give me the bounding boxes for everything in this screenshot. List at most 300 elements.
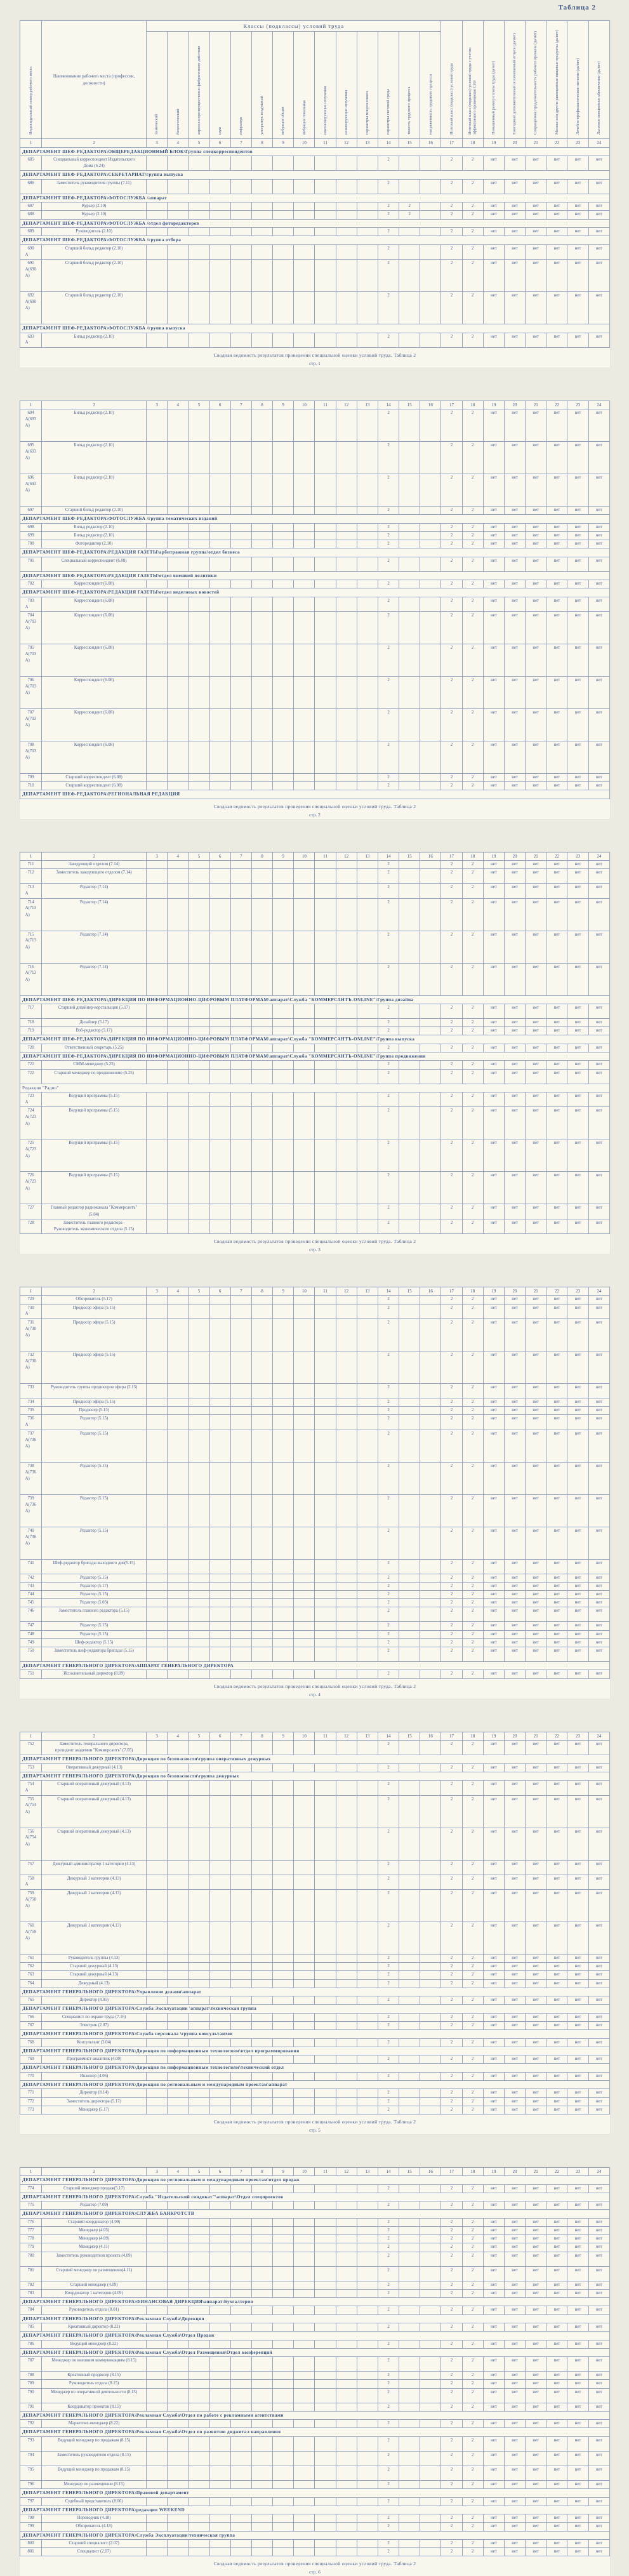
class-value-cell <box>209 2106 230 2114</box>
class-value-cell <box>147 963 168 995</box>
class-value-cell <box>315 1139 336 1172</box>
class-value-cell <box>399 474 420 507</box>
class-value-cell: нет <box>567 1304 588 1318</box>
class-value-cell: 2 <box>441 1963 462 1971</box>
class-value-cell <box>336 1996 357 2005</box>
class-value-cell <box>230 1599 251 1607</box>
class-value-cell: 2 <box>441 1027 462 1035</box>
class-value-cell <box>230 333 251 347</box>
class-value-cell <box>294 2184 315 2193</box>
workplace-name: Ведущий менеджер по продажам (8.15) <box>58 2467 131 2472</box>
class-value-cell <box>273 2548 294 2556</box>
class-value-cell: нет <box>483 774 504 782</box>
table-row <box>20 597 610 611</box>
class-value-cell <box>230 741 251 774</box>
class-value-cell: нет <box>567 1622 588 1630</box>
row-id-cell <box>20 1204 42 1219</box>
table-row <box>20 2184 610 2193</box>
table-row <box>20 2323 610 2332</box>
class-value-cell <box>315 1383 336 1398</box>
class-value-cell <box>420 884 441 898</box>
class-value-cell: нет <box>504 523 525 531</box>
factor-column-header-label: биологический <box>175 109 180 135</box>
row-name-cell <box>42 884 147 898</box>
class-value-cell <box>189 474 209 507</box>
workplace-name: Редактор (5.15) <box>80 1431 109 1436</box>
column-number-cell: 13 <box>357 401 378 409</box>
class-value-cell: 2 <box>378 409 399 442</box>
column-number-cell: 18 <box>462 852 483 860</box>
section-label: ДЕПАРТАМЕНТ ГЕНЕРАЛЬНОГО ДИРЕКТОРА\Правовой департамент <box>20 2489 610 2497</box>
class-value-cell <box>230 1638 251 1647</box>
class-value-cell <box>251 507 272 515</box>
class-value-cell: нет <box>546 1318 567 1351</box>
table-row <box>20 474 610 507</box>
class-value-cell: нет <box>567 1670 588 1678</box>
class-value-cell <box>209 179 230 194</box>
class-value-cell: нет <box>546 474 567 507</box>
class-value-cell <box>420 1296 441 1304</box>
class-value-cell <box>273 782 294 790</box>
row-number: 742 <box>27 1575 34 1580</box>
row-name-cell <box>42 612 147 644</box>
class-value-cell <box>209 442 230 474</box>
row-number-suffix: А(713А) <box>25 971 36 982</box>
class-value-cell <box>230 2281 251 2289</box>
class-value-cell <box>315 2055 336 2064</box>
class-value-cell <box>168 2227 189 2235</box>
class-value-cell <box>399 2323 420 2332</box>
class-value-cell <box>399 442 420 474</box>
class-value-cell <box>209 1559 230 1574</box>
row-number: 699 <box>27 533 34 538</box>
class-value-cell <box>315 2380 336 2388</box>
row-id-cell <box>20 228 42 236</box>
class-value-cell <box>294 2372 315 2380</box>
class-value-cell: нет <box>504 228 525 236</box>
class-value-cell <box>336 1462 357 1494</box>
class-value-cell: 2 <box>441 782 462 790</box>
row-name-cell <box>42 2357 147 2372</box>
class-value-cell: нет <box>588 1795 609 1828</box>
class-value-cell <box>147 1740 168 1755</box>
class-value-cell <box>294 2243 315 2252</box>
page-number-label: стр. 1 <box>309 360 321 366</box>
class-value-cell: нет <box>526 1622 546 1630</box>
workplace-name: Бильд редактор (2.10) <box>74 533 114 538</box>
class-value-cell <box>209 2451 230 2466</box>
column-number-cell: 20 <box>504 139 525 147</box>
class-value-cell <box>168 2466 189 2480</box>
class-value-cell: 2 <box>441 2218 462 2226</box>
class-value-cell: нет <box>483 963 504 995</box>
class-value-cell: нет <box>483 2523 504 2531</box>
class-value-cell <box>294 1296 315 1304</box>
class-value-cell <box>294 1828 315 1860</box>
class-value-cell <box>315 1781 336 1795</box>
class-value-cell: нет <box>588 1398 609 1406</box>
section-label: ДЕПАРТАМЕНТ ГЕНЕРАЛЬНОГО ДИРЕКТОРА\Рекламная Служба\Отдел Размещения\Отдел конференций <box>20 2348 610 2356</box>
class-value-cell <box>315 1622 336 1630</box>
class-value-cell <box>273 1296 294 1304</box>
class-value-cell <box>230 1219 251 1233</box>
class-value-cell <box>273 2289 294 2297</box>
class-value-cell: 2 <box>462 2055 483 2064</box>
class-value-cell: нет <box>483 1139 504 1172</box>
class-value-cell <box>209 2403 230 2411</box>
class-value-cell <box>230 1996 251 2005</box>
class-value-cell: нет <box>504 2357 525 2372</box>
class-value-cell: нет <box>483 2218 504 2226</box>
row-number: 786 <box>27 2341 34 2346</box>
class-value-cell <box>147 741 168 774</box>
class-value-cell: нет <box>504 1527 525 1559</box>
class-value-cell <box>273 2252 294 2266</box>
class-value-cell: нет <box>526 292 546 324</box>
row-number-suffix: А(758А) <box>25 1897 36 1909</box>
row-number: 726 <box>27 1173 34 1178</box>
class-value-cell <box>230 1304 251 1318</box>
column-number-cell: 6 <box>209 401 230 409</box>
class-value-cell: нет <box>526 1092 546 1107</box>
class-value-cell <box>147 211 168 219</box>
class-value-cell <box>189 2072 209 2080</box>
workplace-name: Редактор (5.17) <box>80 1583 109 1588</box>
class-value-cell <box>189 1494 209 1527</box>
class-value-cell <box>147 1296 168 1304</box>
row-id-cell <box>20 1574 42 1582</box>
class-value-cell: нет <box>588 1407 609 1415</box>
class-value-cell: нет <box>546 1027 567 1035</box>
class-value-cell <box>315 540 336 548</box>
class-value-cell <box>251 333 272 347</box>
column-number-cell: 15 <box>399 852 420 860</box>
class-value-cell: нет <box>588 774 609 782</box>
class-value-cell <box>336 931 357 963</box>
result-column-header-label: Повышенный размер оплаты труда (да/нет) <box>491 60 496 135</box>
page-number-label: стр. 4 <box>309 1691 321 1697</box>
row-id-cell <box>20 1630 42 1638</box>
class-value-cell <box>294 1304 315 1318</box>
workplace-name: Корреспондент (6.08) <box>74 710 114 715</box>
table-row <box>20 2306 610 2314</box>
section-row <box>20 2064 610 2072</box>
class-value-cell: нет <box>588 1304 609 1318</box>
class-value-cell: нет <box>546 869 567 884</box>
row-name-cell <box>42 1004 147 1019</box>
class-value-cell <box>294 2106 315 2114</box>
row-id-cell <box>20 2323 42 2332</box>
row-id-cell <box>20 557 42 571</box>
class-value-cell: нет <box>546 2106 567 2114</box>
class-value-cell: 2 <box>441 1462 462 1494</box>
class-value-cell <box>168 2497 189 2506</box>
class-value-cell <box>294 1954 315 1962</box>
row-name-cell <box>42 2380 147 2388</box>
class-value-cell <box>336 2480 357 2488</box>
row-number: 686 <box>27 180 34 185</box>
class-value-cell: нет <box>504 709 525 741</box>
class-value-cell <box>273 1019 294 1027</box>
class-value-cell: нет <box>546 179 567 194</box>
class-value-cell: 2 <box>462 1591 483 1599</box>
class-value-cell <box>336 2281 357 2289</box>
class-value-cell <box>168 1971 189 1979</box>
workplace-name: Маркетинг-менеджер (8.22) <box>68 2421 120 2426</box>
class-value-cell <box>399 709 420 741</box>
class-value-cell <box>251 557 272 571</box>
class-value-cell <box>399 677 420 709</box>
column-number-cell: 1 <box>20 139 42 147</box>
class-value-cell: нет <box>588 1763 609 1772</box>
class-value-cell <box>230 2243 251 2252</box>
class-value-cell <box>399 1795 420 1828</box>
workplace-name: Руководитель группы (4.13) <box>68 1955 120 1960</box>
class-value-cell <box>147 1559 168 1574</box>
class-value-cell: нет <box>546 1092 567 1107</box>
class-value-cell <box>273 741 294 774</box>
class-value-cell: нет <box>526 1462 546 1494</box>
class-value-cell <box>251 1092 272 1107</box>
class-value-cell <box>189 2357 209 2372</box>
class-value-cell <box>399 1607 420 1622</box>
class-value-cell <box>209 1061 230 1069</box>
column-number-cell: 14 <box>378 139 399 147</box>
class-value-cell <box>189 2227 209 2235</box>
class-value-cell: нет <box>546 2340 567 2348</box>
class-value-cell: 2 <box>441 2420 462 2428</box>
class-value-cell: 2 <box>462 1219 483 1233</box>
class-value-cell <box>294 1415 315 1430</box>
workplace-name: Редактор (7.14) <box>80 964 109 969</box>
class-value-cell <box>315 1061 336 1069</box>
class-value-cell: нет <box>546 1996 567 2005</box>
class-value-cell <box>294 1763 315 1772</box>
table-row <box>20 1963 610 1971</box>
class-value-cell <box>357 931 378 963</box>
class-value-cell <box>273 244 294 259</box>
class-value-cell: нет <box>504 2089 525 2097</box>
class-value-cell: нет <box>546 2021 567 2029</box>
class-value-cell: нет <box>483 884 504 898</box>
class-value-cell: нет <box>546 1860 567 1875</box>
class-value-cell <box>336 612 357 644</box>
class-value-cell: нет <box>504 1004 525 1019</box>
class-value-cell <box>209 677 230 709</box>
class-value-cell <box>294 597 315 611</box>
class-value-cell <box>147 1407 168 1415</box>
class-value-cell: нет <box>483 1954 504 1962</box>
class-value-cell: 2 <box>462 1204 483 1219</box>
class-value-cell <box>147 474 168 507</box>
class-value-cell <box>168 474 189 507</box>
row-number: 732 <box>27 1352 34 1357</box>
class-value-cell: нет <box>504 741 525 774</box>
class-value-cell <box>189 333 209 347</box>
class-value-cell <box>230 540 251 548</box>
class-value-cell <box>168 1574 189 1582</box>
class-value-cell <box>168 2055 189 2064</box>
result-column-header <box>441 21 462 139</box>
row-number-suffix: А(693А) <box>25 481 36 493</box>
class-value-cell: 2 <box>462 2380 483 2388</box>
class-value-cell: нет <box>567 531 588 540</box>
class-value-cell <box>168 1304 189 1318</box>
class-value-cell <box>399 292 420 324</box>
class-value-cell: нет <box>567 442 588 474</box>
row-name-cell <box>42 2436 147 2451</box>
row-name-cell <box>42 244 147 259</box>
class-value-cell: нет <box>588 1979 609 1988</box>
class-value-cell: 2 <box>462 1494 483 1527</box>
class-value-cell <box>251 741 272 774</box>
class-value-cell <box>294 1092 315 1107</box>
row-name-cell <box>42 2420 147 2428</box>
class-value-cell <box>230 2548 251 2556</box>
class-value-cell <box>147 1630 168 1638</box>
class-value-cell: нет <box>567 1781 588 1795</box>
class-value-cell <box>209 474 230 507</box>
class-value-cell <box>273 1004 294 1019</box>
class-value-cell <box>315 2021 336 2029</box>
workplace-name: Заместитель генерального директора, президент академии "Коммерсантъ" (7.05) <box>55 1741 133 1753</box>
class-value-cell <box>357 644 378 677</box>
class-value-cell <box>357 1069 378 1084</box>
row-name-cell <box>42 474 147 507</box>
class-value-cell: 2 <box>378 1061 399 1069</box>
page-footer-caption: Сводная ведомость результатов проведения специальной оценки условий труда. Таблица 2 <box>213 2561 416 2567</box>
class-value-cell: нет <box>567 2038 588 2047</box>
workplace-name: Специальный корреспондент (6.08) <box>61 558 127 563</box>
class-value-cell <box>230 1027 251 1035</box>
column-number-cell: 14 <box>378 852 399 860</box>
row-name-cell <box>42 2021 147 2029</box>
row-name-cell <box>42 1430 147 1462</box>
class-value-cell <box>336 2243 357 2252</box>
class-value-cell <box>315 580 336 588</box>
class-value-cell <box>273 2436 294 2451</box>
page-footer-caption: Сводная ведомость результатов проведения специальной оценки условий труда. Таблица 2 <box>213 352 416 358</box>
class-value-cell <box>315 244 336 259</box>
table-row <box>20 2420 610 2428</box>
summary-table <box>20 1732 610 2115</box>
class-value-cell: 2 <box>462 1019 483 1027</box>
class-value-cell <box>147 898 168 931</box>
class-value-cell: нет <box>526 474 546 507</box>
section-row <box>20 2176 610 2184</box>
row-number: 728 <box>27 1220 34 1225</box>
class-value-cell <box>294 709 315 741</box>
class-value-cell: нет <box>546 2372 567 2380</box>
row-number: 685 <box>27 157 34 162</box>
class-value-cell <box>251 1430 272 1462</box>
class-value-cell <box>230 292 251 324</box>
class-value-cell: 2 <box>441 1430 462 1462</box>
row-number-suffix: А <box>25 252 29 257</box>
class-value-cell: нет <box>588 409 609 442</box>
class-value-cell <box>209 2243 230 2252</box>
class-value-cell: 2 <box>378 1630 399 1638</box>
class-value-cell <box>336 1430 357 1462</box>
column-number-cell: 6 <box>209 139 230 147</box>
class-value-cell <box>230 1004 251 1019</box>
row-id-cell <box>20 884 42 898</box>
table-row <box>20 2388 610 2403</box>
class-value-cell: нет <box>546 2403 567 2411</box>
class-value-cell: нет <box>567 1638 588 1647</box>
class-value-cell <box>420 677 441 709</box>
class-value-cell <box>251 2388 272 2403</box>
class-value-cell <box>168 2201 189 2210</box>
row-number: 740 <box>27 1528 34 1533</box>
class-value-cell <box>209 2436 230 2451</box>
class-value-cell: нет <box>483 2357 504 2372</box>
class-value-cell: нет <box>567 1407 588 1415</box>
class-value-cell: нет <box>588 1107 609 1139</box>
class-value-cell: 2 <box>441 597 462 611</box>
class-value-cell: нет <box>567 2436 588 2451</box>
class-value-cell <box>251 2380 272 2388</box>
row-number: 761 <box>27 1955 34 1960</box>
class-value-cell: нет <box>588 2306 609 2314</box>
class-value-cell <box>294 2218 315 2226</box>
class-value-cell <box>357 2097 378 2106</box>
class-value-cell <box>315 1979 336 1988</box>
column-number-cell: 20 <box>504 2168 525 2176</box>
class-value-cell: 2 <box>378 741 399 774</box>
class-value-cell <box>209 409 230 442</box>
class-value-cell: нет <box>588 2089 609 2097</box>
table-row <box>20 782 610 790</box>
row-name-cell <box>42 2038 147 2047</box>
class-value-cell <box>189 507 209 515</box>
class-value-cell <box>147 861 168 869</box>
class-value-cell: нет <box>588 2436 609 2451</box>
class-value-cell: нет <box>504 244 525 259</box>
class-value-cell: нет <box>588 1061 609 1069</box>
class-value-cell <box>251 1415 272 1430</box>
class-value-cell <box>251 782 272 790</box>
row-number: 782 <box>27 2282 34 2287</box>
class-value-cell <box>273 898 294 931</box>
class-value-cell <box>251 2184 272 2193</box>
column-number-cell: 19 <box>483 2168 504 2176</box>
class-value-cell: нет <box>546 2235 567 2243</box>
class-value-cell <box>147 869 168 884</box>
class-value-cell <box>399 869 420 884</box>
workplace-name: Старший менеджер по продвижению (5.25) <box>54 1070 134 1075</box>
class-value-cell <box>315 474 336 507</box>
class-value-cell: нет <box>546 782 567 790</box>
class-value-cell <box>336 2523 357 2531</box>
class-value-cell <box>420 2306 441 2314</box>
class-value-cell: нет <box>546 2266 567 2281</box>
class-value-cell <box>230 179 251 194</box>
class-value-cell: 2 <box>462 2548 483 2556</box>
class-value-cell <box>315 2436 336 2451</box>
row-number-suffix: А(703А) <box>25 651 36 663</box>
class-value-cell: 2 <box>378 1527 399 1559</box>
class-value-cell <box>168 1875 189 1889</box>
class-value-cell: нет <box>546 523 567 531</box>
class-value-cell: 2 <box>399 211 420 219</box>
class-value-cell: нет <box>504 156 525 171</box>
class-value-cell: нет <box>588 1219 609 1233</box>
row-name-cell <box>42 442 147 474</box>
class-value-cell <box>147 2055 168 2064</box>
class-value-cell: 2 <box>441 1107 462 1139</box>
class-value-cell <box>251 1383 272 1398</box>
